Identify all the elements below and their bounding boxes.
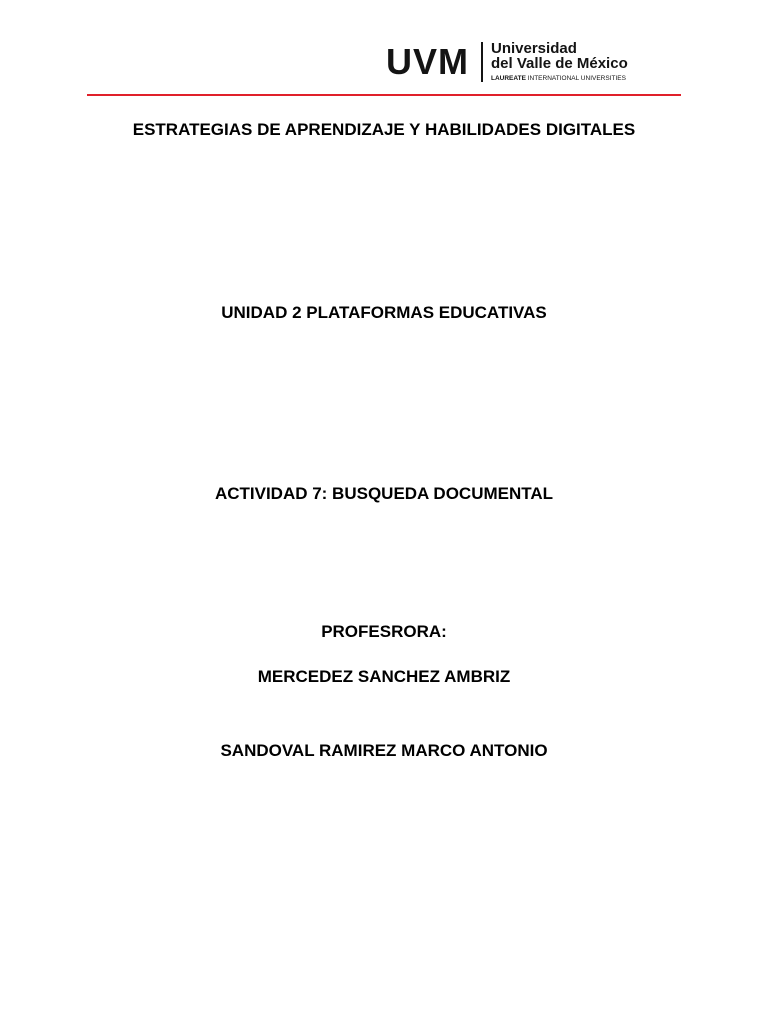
unit-title: UNIDAD 2 PLATAFORMAS EDUCATIVAS	[221, 303, 547, 322]
logo-laureate-rest: INTERNATIONAL UNIVERSITIES	[525, 75, 626, 82]
student-name: SANDOVAL RAMIREZ MARCO ANTONIO	[220, 741, 548, 760]
logo-wordmark: UVM	[386, 41, 469, 82]
header-rule	[87, 94, 681, 96]
logo-laureate-line	[491, 74, 628, 83]
uvm-logo	[386, 40, 628, 84]
professor-name: MERCEDEZ SANCHEZ AMBRIZ	[257, 667, 511, 686]
logo-university-line1: Universidad	[491, 40, 577, 57]
logo-divider	[481, 42, 483, 82]
professor-label: PROFESRORA:	[321, 622, 447, 641]
logo-laureate-bold: LAUREATE	[491, 75, 526, 82]
logo-university-line2: del Valle de México	[491, 55, 628, 72]
course-title: ESTRATEGIAS DE APRENDIZAJE Y HABILIDADES DIGITALES	[132, 120, 636, 139]
activity-title: ACTIVIDAD 7: BUSQUEDA DOCUMENTAL	[214, 484, 554, 503]
logo-text-block	[491, 41, 628, 83]
